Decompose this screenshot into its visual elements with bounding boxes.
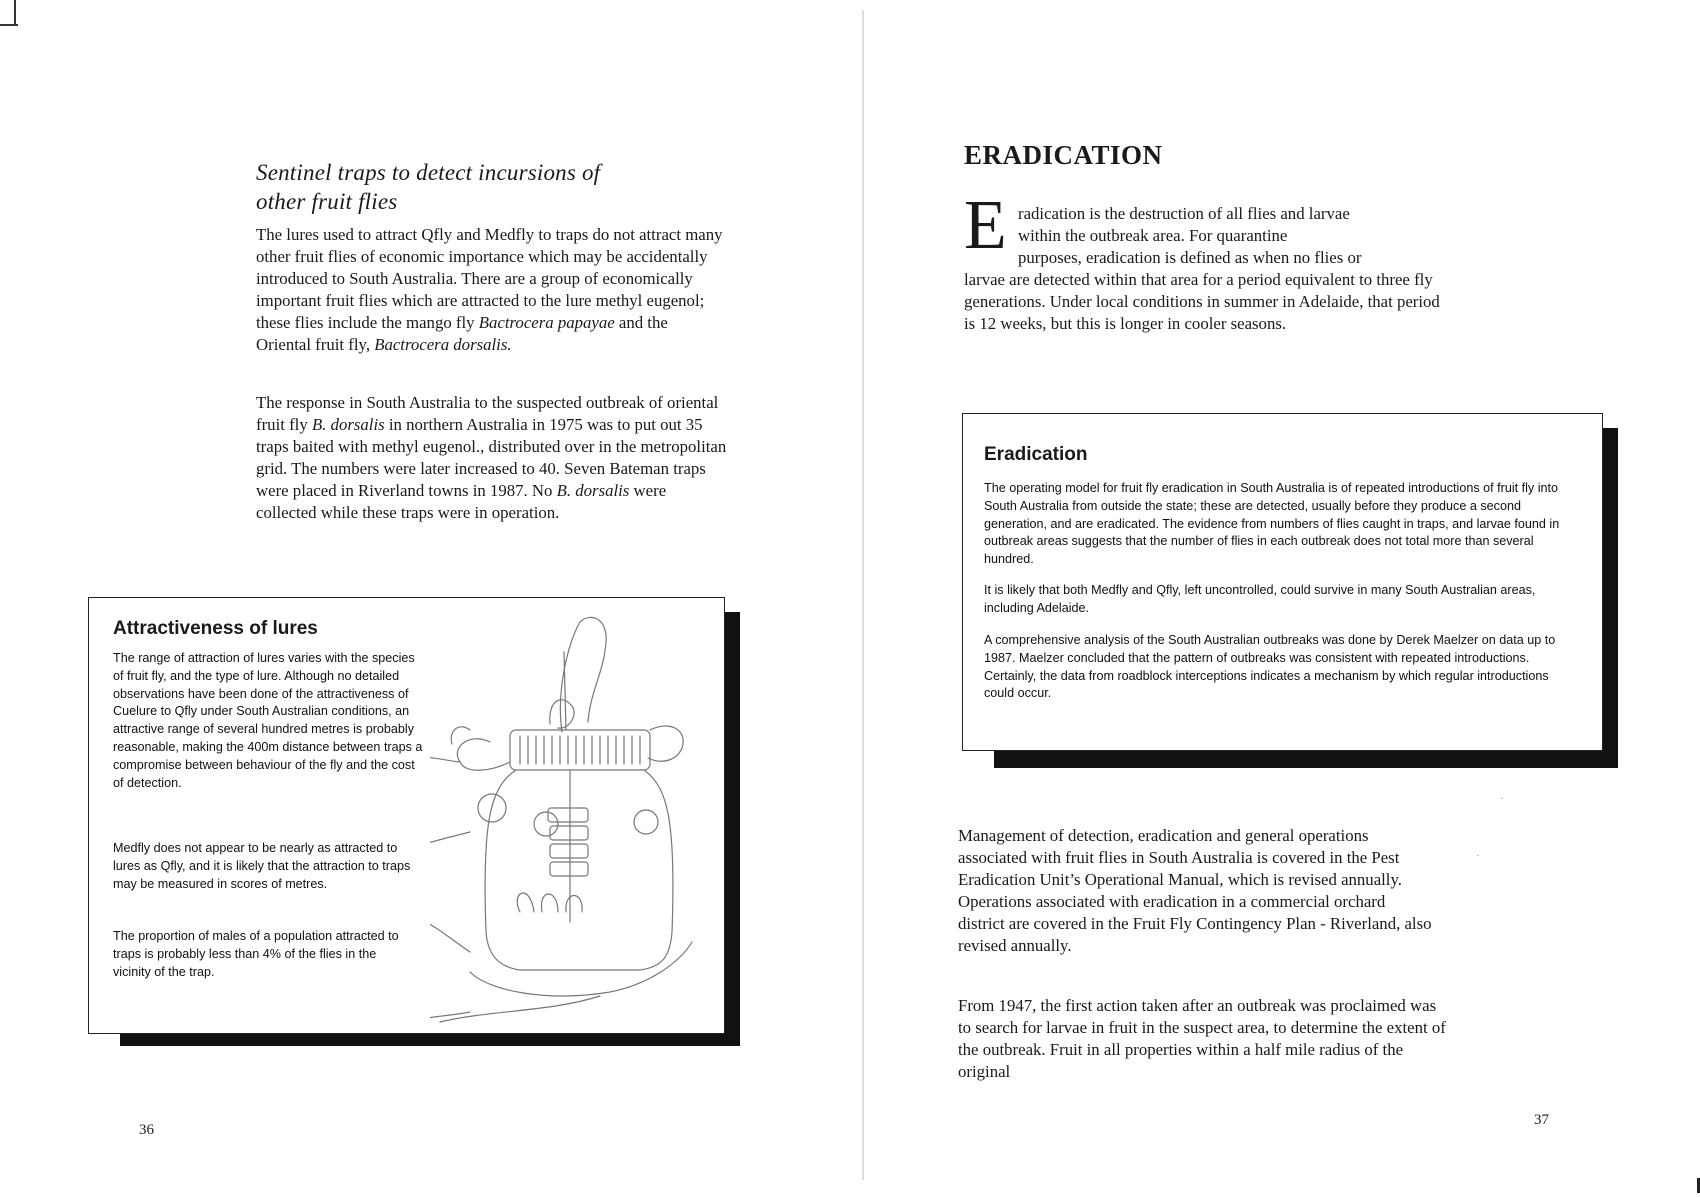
intro-paragraph-continued: larvae are detected within that area for a period equivalent to three fly generations. Under local conditions in summer in Adelaide, that period is 12 weeks, but this is longer in cooler seasons. [964,270,1440,333]
book-gutter [862,10,864,1180]
paragraph-management: Management of detection, eradication and general operations associated with fruit flies in South Australia is covered in the Pest Eradication Unit’s Operational Manual, which is revised annually. Operations associated with eradication in a commercial orchard district are covered in the Fruit Fly Contingency Plan - Riverland, also revised annually. [958,826,1432,955]
box-title: Attractiveness of lures [113,618,318,639]
box-paragraph-2: Medfly does not appear to be nearly as attracted to lures as Qfly, and it is likely that the attraction to traps may be measured in scores of metres. [113,841,411,891]
text-run: were collected while these traps were in operation. [256,481,667,522]
crop-mark-left [14,0,16,26]
box-paragraph-1: The operating model for fruit fly eradication in South Australia is of repeated introductions of fruit fly into South Australia from outside the state; these are detected, usually before they produce a second generation, and are eradicated. The evidence from numbers of flies caught in traps, and larvae found in outbreak areas suggests that the number of flies in each outbreak does not total more than several hundred. [984,481,1560,567]
intro-line-3: purposes, eradication is defined as when no flies or [1018,248,1362,267]
text-run: The lures used to attract Qfly and Medfly to traps do not attract many other fruit flies of economic importance which may be accidentally introduced to South Australia. There are a group of economically important fruit flies which are attracted to the lure methyl eugenol; these flies include the mango fly [256,225,723,332]
text-run: The response in South Australia to the suspected outbreak of oriental fruit fly [256,393,719,434]
species-name: B. dorsalis [556,481,630,500]
species-name: B. dorsalis [311,415,385,434]
box-paragraph-2: It is likely that both Medfly and Qfly, left uncontrolled, could survive in many South Australian areas, including Adelaide. [984,583,1536,615]
page-number-right: 37 [1534,1112,1549,1128]
paragraph-lures [256,224,726,356]
text-run: and the Oriental fruit fly, [256,313,668,354]
paragraph-response-1975 [256,392,730,524]
intro-line-2: within the outbreak area. For quarantine [1018,226,1288,245]
box-paragraph-3: A comprehensive analysis of the South Australian outbreaks was done by Derek Maelzer on data up to 1987. Maelzer concluded that the pattern of outbreaks was consistent with repeated introductions. Certainly, the data from roadblock interceptions indicates a mechanism by which regular introductions could occur. [984,633,1556,701]
info-box-eradication [962,413,1603,751]
box-paragraph-3: The proportion of males of a population attracted to traps is probably less than 4% of the flies in the vicinity of the trap. [113,929,399,979]
paragraph-from-1947: From 1947, the first action taken after an outbreak was proclaimed was to search for larvae in fruit in the suspect area, to determine the extent of the outbreak. Fruit in all properties within a half mile radius of the original [958,996,1446,1081]
scan-speck: · [1476,850,1480,862]
page-number-left: 36 [139,1122,154,1138]
species-name: Bactrocera papayae [478,313,615,332]
box-title: Eradication [984,444,1088,465]
box-paragraph-1: The range of attraction of lures varies with the species of fruit fly, and the type of lure. Although no detailed observations have been done of the attractiveness of Cuelure to Qfly under South Australian conditions, an attractive range of several hundred metres is probably reasonable, making the 400m distance between traps a compromise between behaviour of the fly and the cost of detection. [113,651,423,790]
chapter-title: ERADICATION [964,140,1163,170]
fruit-fly-trap-jar-in-hand-icon [430,612,730,1032]
drop-cap-letter: E [964,187,1007,264]
heading-line-2: other fruit flies [256,189,398,214]
intro-line-1: radication is the destruction of all flies and larvae [1018,204,1350,223]
section-heading-sentinel-traps [256,158,600,216]
scan-speck: · [1500,793,1504,805]
species-name: Bactrocera dorsalis. [374,335,512,354]
heading-line-1: Sentinel traps to detect incursions of [256,160,601,185]
text-run: in northern Australia in 1975 was to put out 35 traps baited with methyl eugenol., distributed over in the metropolitan grid. The numbers were later increased to 40. Seven Bateman traps were placed in Riverland towns in 1987. No [256,415,727,500]
